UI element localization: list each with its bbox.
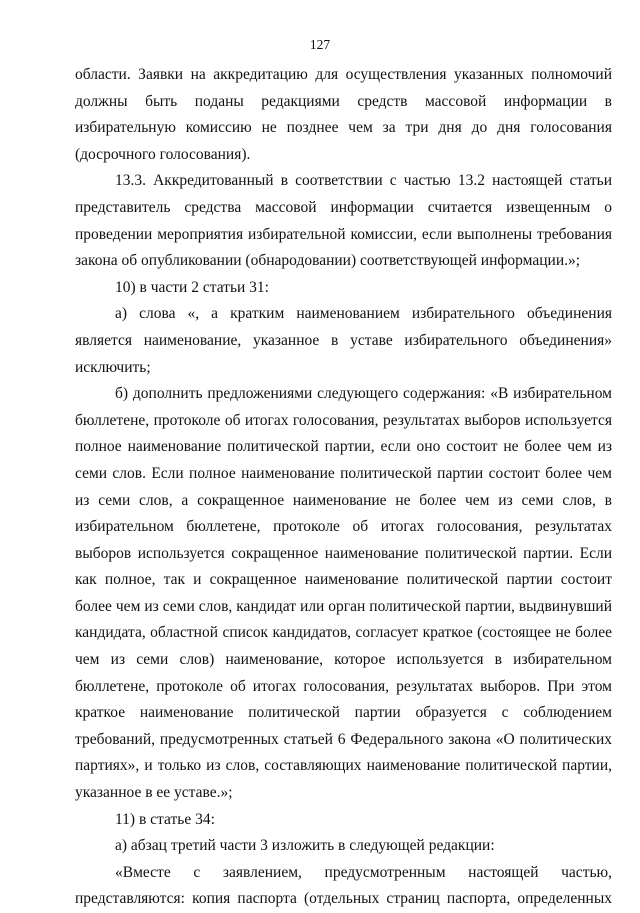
paragraph-item-11: 11) в статье 34: [115, 810, 215, 828]
paragraph-item-10a: а) слова «, а кратким наименованием избирательного объединения является наименование, указанное в уставе избирательного объединения» исключить; [75, 305, 612, 376]
paragraph-quote-start: «Вместе с заявлением, предусмотренным настоящей частью, представляются: копия паспорта (отдельных страниц паспорта, определенных [75, 863, 612, 908]
document-body [75, 62, 612, 913]
paragraph-continuation: области. Заявки на аккредитацию для осуществления указанных полномочий должны быть поданы редакциями средств массовой информации в избирательную комиссию не позднее чем за три дня до дня голосования (досрочного голосования). [75, 66, 612, 163]
paragraph-item-10: 10) в части 2 статьи 31: [115, 278, 269, 296]
paragraph-item-10b: б) дополнить предложениями следующего содержания: «В избирательном бюллетене, протоколе об итогах голосования, результатах выборов используется полное наименование политической партии, если оно состоит не более чем из семи слов. Если полное наименование политической партии состоит более чем из семи слов, а сокращенное наименование не более чем из семи слов, в избирательном бюллетене, протоколе об итогах голосования, результатах выборов используется сокращенное наименование политической партии. Если как полное, так и сокращенное наименование политической партии состоит более чем из семи слов, кандидат или орган политической партии, выдвинувший кандидата, областной список кандидатов, согласует краткое (состоящее не более чем из семи слов) наименование, которое используется в избирательном бюллетене, протоколе об итогах голосования, результатах выборов. При этом краткое наименование политической партии образуется с соблюдением требований, предусмотренных статьей 6 Федерального закона «О политических партиях», и только из слов, составляющих наименование политической партии, указанное в ее уставе.»; [75, 385, 612, 802]
paragraph-item-11a: а) абзац третий части 3 изложить в следующей редакции: [115, 837, 495, 855]
page-number: 127 [309, 37, 331, 52]
paragraph-13-3: 13.3. Аккредитованный в соответствии с частью 13.2 настоящей статьи представитель средства массовой информации считается извещенным о проведении мероприятия избирательной комиссии, если выполнены требования закона об опубликовании (обнародовании) соответствующей информации.»; [75, 172, 612, 270]
